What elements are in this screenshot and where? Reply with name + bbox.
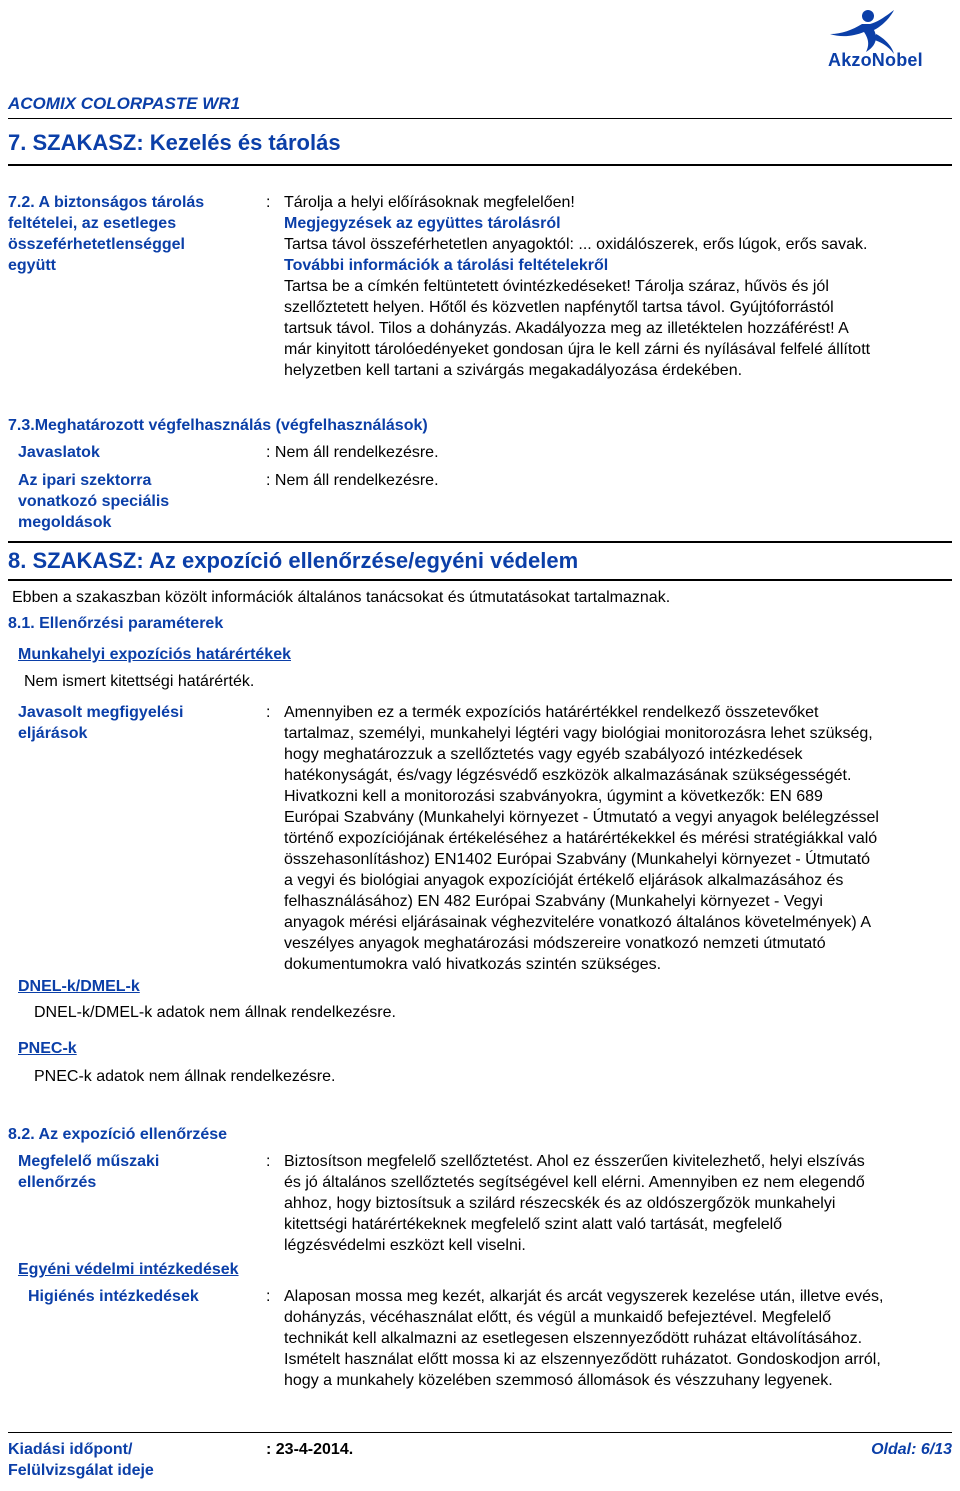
issue-date-value: : 23-4-2014. — [266, 1441, 354, 1458]
product-name: ACOMIX COLORPASTE WR1 — [8, 94, 241, 113]
section-8-box — [8, 541, 952, 581]
hygiene-colon: : — [266, 1288, 271, 1305]
s82-title: 8.2. Az expozíció ellenőrzése — [8, 1126, 228, 1143]
monitoring-label: Javasolt megfigyelési eljárások — [18, 704, 184, 742]
hygiene-label: Higiénés intézkedések — [28, 1288, 199, 1305]
pnec-heading: PNEC-k — [18, 1040, 77, 1057]
dnel-heading: DNEL-k/DMEL-k — [18, 978, 140, 995]
eng-controls-label: Megfelelő műszaki ellenőrzés — [18, 1153, 160, 1191]
industry-label: Az ipari szektorra vonatkozó speciális megoldások — [18, 472, 170, 531]
recommendations-value: : Nem áll rendelkezésre. — [266, 444, 439, 461]
header-rule — [8, 118, 952, 119]
ppe-heading: Egyéni védelmi intézkedések — [18, 1261, 239, 1278]
issue-date-label: Kiadási időpont/ Felülvizsgálat ideje — [8, 1441, 154, 1479]
s72-colon: : — [266, 194, 271, 211]
s72-text: Tárolja a helyi előírásoknak megfelelően! Megjegyzések az együttes tárolásról Tartsa távol összeférhetetlen anyagoktól: ... oxidálószerek, erős lúgok, erős savak. További információk a tárolási feltételekről Tartsa be a címkén feltüntetett óvintézkedéseket! Tárolja száraz, hűvös és jól szellőztetett helyen. Hőtől és közvetlen napfénytől tartsa távol. Gyújtóforrástól tartsuk távol. Tilos a dohányzás. Akadályozza meg az illetéktelen hozzáférést! A már kinyitott tárolóedényeket gondosan újra le kell zárni és nyílásával felfelé állított helyzetben kell tartani a szivárgás megakadályozása érdekében. — [284, 194, 871, 379]
akzonobel-logo — [812, 4, 952, 70]
s72-label: 7.2. A biztonságos tárolás feltételei, az esetleges összeférhetetlenséggel együtt — [8, 194, 205, 274]
section-7-title: 7. SZAKASZ: Kezelés és tárolás — [8, 130, 341, 155]
eng-colon: : — [266, 1153, 271, 1170]
section-7-rule — [8, 164, 952, 166]
s81-title: 8.1. Ellenőrzési paraméterek — [8, 615, 224, 632]
monitoring-colon: : — [266, 704, 271, 721]
dnel-text: DNEL-k/DMEL-k adatok nem állnak rendelkezésre. — [34, 1004, 396, 1021]
section-8-title: 8. SZAKASZ: Az expozíció ellenőrzése/egyéni védelem — [8, 548, 579, 573]
section-8-intro: Ebben a szakaszban közölt információk általános tanácsokat és útmutatásokat tartalmaznak. — [12, 589, 671, 606]
page-number: Oldal: 6/13 — [871, 1441, 952, 1458]
eng-controls-text: Biztosítson megfelelő szellőztetést. Ahol ez ésszerűen kivitelezhető, helyi elszívás és jó általános szellőztetés segítségével kell elérni. Amennyiben ez nem elegendő ahhoz, hogy biztosítsuk a szilárd részecskék és az oldószergőzök munkahelyi kitettségi határértékeknek megfelelő szint alatt való tartását, megfelelő légzésvédelmi eszközt kell viselni. — [284, 1153, 865, 1254]
recommendations-label: Javaslatok — [18, 444, 100, 461]
s73-title: 7.3.Meghatározott végfelhasználás (végfelhasználások) — [8, 417, 428, 434]
oel-heading: Munkahelyi expozíciós határértékek — [18, 646, 291, 663]
pnec-text: PNEC-k adatok nem állnak rendelkezésre. — [34, 1068, 336, 1085]
oel-text: Nem ismert kitettségi határérték. — [24, 673, 255, 690]
logo-wordmark: AkzoNobel — [828, 50, 923, 70]
hygiene-text: Alaposan mossa meg kezét, alkarját és arcát vegyszerek kezelése után, illetve evés, dohányzás, vécéhasználat előtt, és végül a munkaidő befejeztével. Megfelelő technikát kell alkalmazni az esetlegesen elszennyeződött ruházat eltávolításához. Ismételt használat előtt mossa ki az elszennyeződött ruházatot. Gondoskodjon arról, hogy a munkahely közelében szemmosó állomások és vészzuhany legyenek. — [284, 1288, 884, 1389]
industry-value: : Nem áll rendelkezésre. — [266, 472, 439, 489]
monitoring-text: Amennyiben ez a termék expozíciós határértékkel rendelkező összetevőket tartalmaz, személyi, munkahelyi légtéri vagy biológiai monitorozásra lehet szükség, hogy meghatározzuk a szellőztetés vagy egyéb szabályozó intézkedések hatékonyságát, és/vagy légzésvédő eszközök alkalmazásának szükségességét. Hivatkozni kell a monitorozási szabványokra, úgymint a következők: EN 689 Európai Szabvány (Munkahelyi környezet - Útmutató a vegyi anyagok belélegzéssel történő expozíciójának értékeléséhez a határértékekkel és mérési stratégiákkal való összehasonlításhoz) EN1402 Európai Szabvány (Munkahelyi környezet - Útmutató a vegyi és biológiai anyagok expozícióját értékelő eljárások alkalmazásához és felhasználásához) EN 482 Európai Szabvány (Munkahelyi környezet - Vegyi anyagok mérési eljárásainak véghezvitelére vonatkozó általános követelmények) A veszélyes anyagok meghatározási módszereire vonatkozó nemzeti útmutató dokumentumokra való hivatkozás szintén szükséges. — [284, 704, 879, 973]
footer-rule — [8, 1432, 952, 1433]
